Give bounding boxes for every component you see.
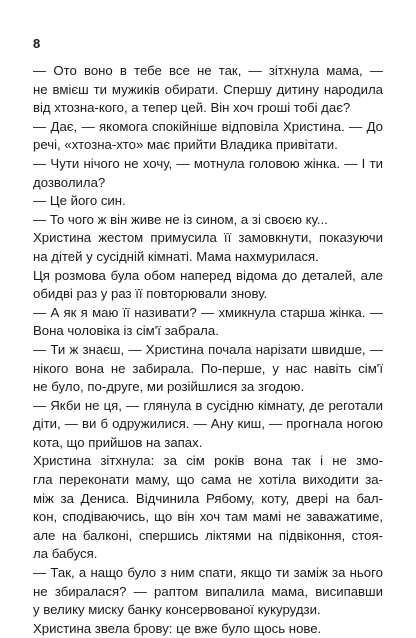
text-line: гла переконати маму, що сама не хотіла виходити за- <box>33 472 383 488</box>
page-number: 8 <box>33 36 41 51</box>
text-line: не було, по-друге, ми розійшлися за згодою. <box>33 379 305 395</box>
text-line: кота, що прийшов на запах. <box>33 434 203 450</box>
text-line: Христина жестом примусила її замовкнути, показуючи <box>33 230 383 246</box>
text-line: Ця розмова була обом наперед відома до деталей, але <box>33 267 383 283</box>
text-line: — Ото воно в тебе все не так, — зітхнула мама, — <box>33 63 383 78</box>
text-line: але на балконі, спершись ліктями на підвіконня, стоя- <box>33 527 383 543</box>
text-line: — Якби не ця, — глянула в сусідню кімнату, де реготали <box>33 397 383 413</box>
text-line: дозволила? <box>33 174 106 190</box>
page-text <box>33 62 383 638</box>
text-line: не збиралася? — раптом випалила мама, висипавши <box>33 583 383 599</box>
text-line: не вмієш ти мужиків обирати. Спершу дитину народила <box>33 81 383 97</box>
text-line: обидві раз у раз її повторювали знову. <box>33 286 268 302</box>
text-line: на дітей у сусідній кімнаті. Мама нахмурилася. <box>33 248 319 264</box>
text-line: кон, сподіваючись, що він хоч там мамі не заважатиме, <box>33 509 383 525</box>
text-line: Христина звела брову: це вже було щось нове. <box>33 620 322 636</box>
text-line: — Це його син. <box>33 193 126 209</box>
text-line: — А як я маю її називати? — хмикнула старша жінка. — <box>33 304 383 320</box>
text-line: ла бабуся. <box>33 546 98 562</box>
text-line: між за Дениса. Відчинила Рябому, коту, двері на бал- <box>33 490 383 506</box>
text-line: діти, — ви б одружилися. — Ану киш, — прогнала ногою <box>33 416 383 432</box>
text-line: — Дає, — якомога спокійніше відповіла Христина. — До <box>33 118 383 134</box>
text-line: нікого вона не забирала. По-перше, у нас навіть сім'ї <box>33 360 383 376</box>
text-line: — Чути нічого не хочу, — мотнула головою жінка. — І ти <box>33 155 383 171</box>
text-line: — То чого ж він живе не із сином, а зі своєю ку... <box>33 211 328 227</box>
text-line: Христина зітхнула: за сім років вона так і не змо- <box>33 453 383 469</box>
text-line: речі, «хтозна-хто» має прийти Владика привітати. <box>33 137 338 153</box>
text-line: — Так, а нащо було з ним спати, якщо ти заміж за нього <box>33 565 383 581</box>
text-line: від хтозна-кого, а тепер цей. Він хоч гроші тобі дає? <box>33 100 351 116</box>
text-line: Вона чоловіка із сім'ї забрала. <box>33 323 219 339</box>
text-line: — Ти ж знаєш, — Христина почала нарізати швидше, — <box>33 341 383 357</box>
text-line: у велику миску банку консервованої кукурудзи. <box>33 602 321 618</box>
